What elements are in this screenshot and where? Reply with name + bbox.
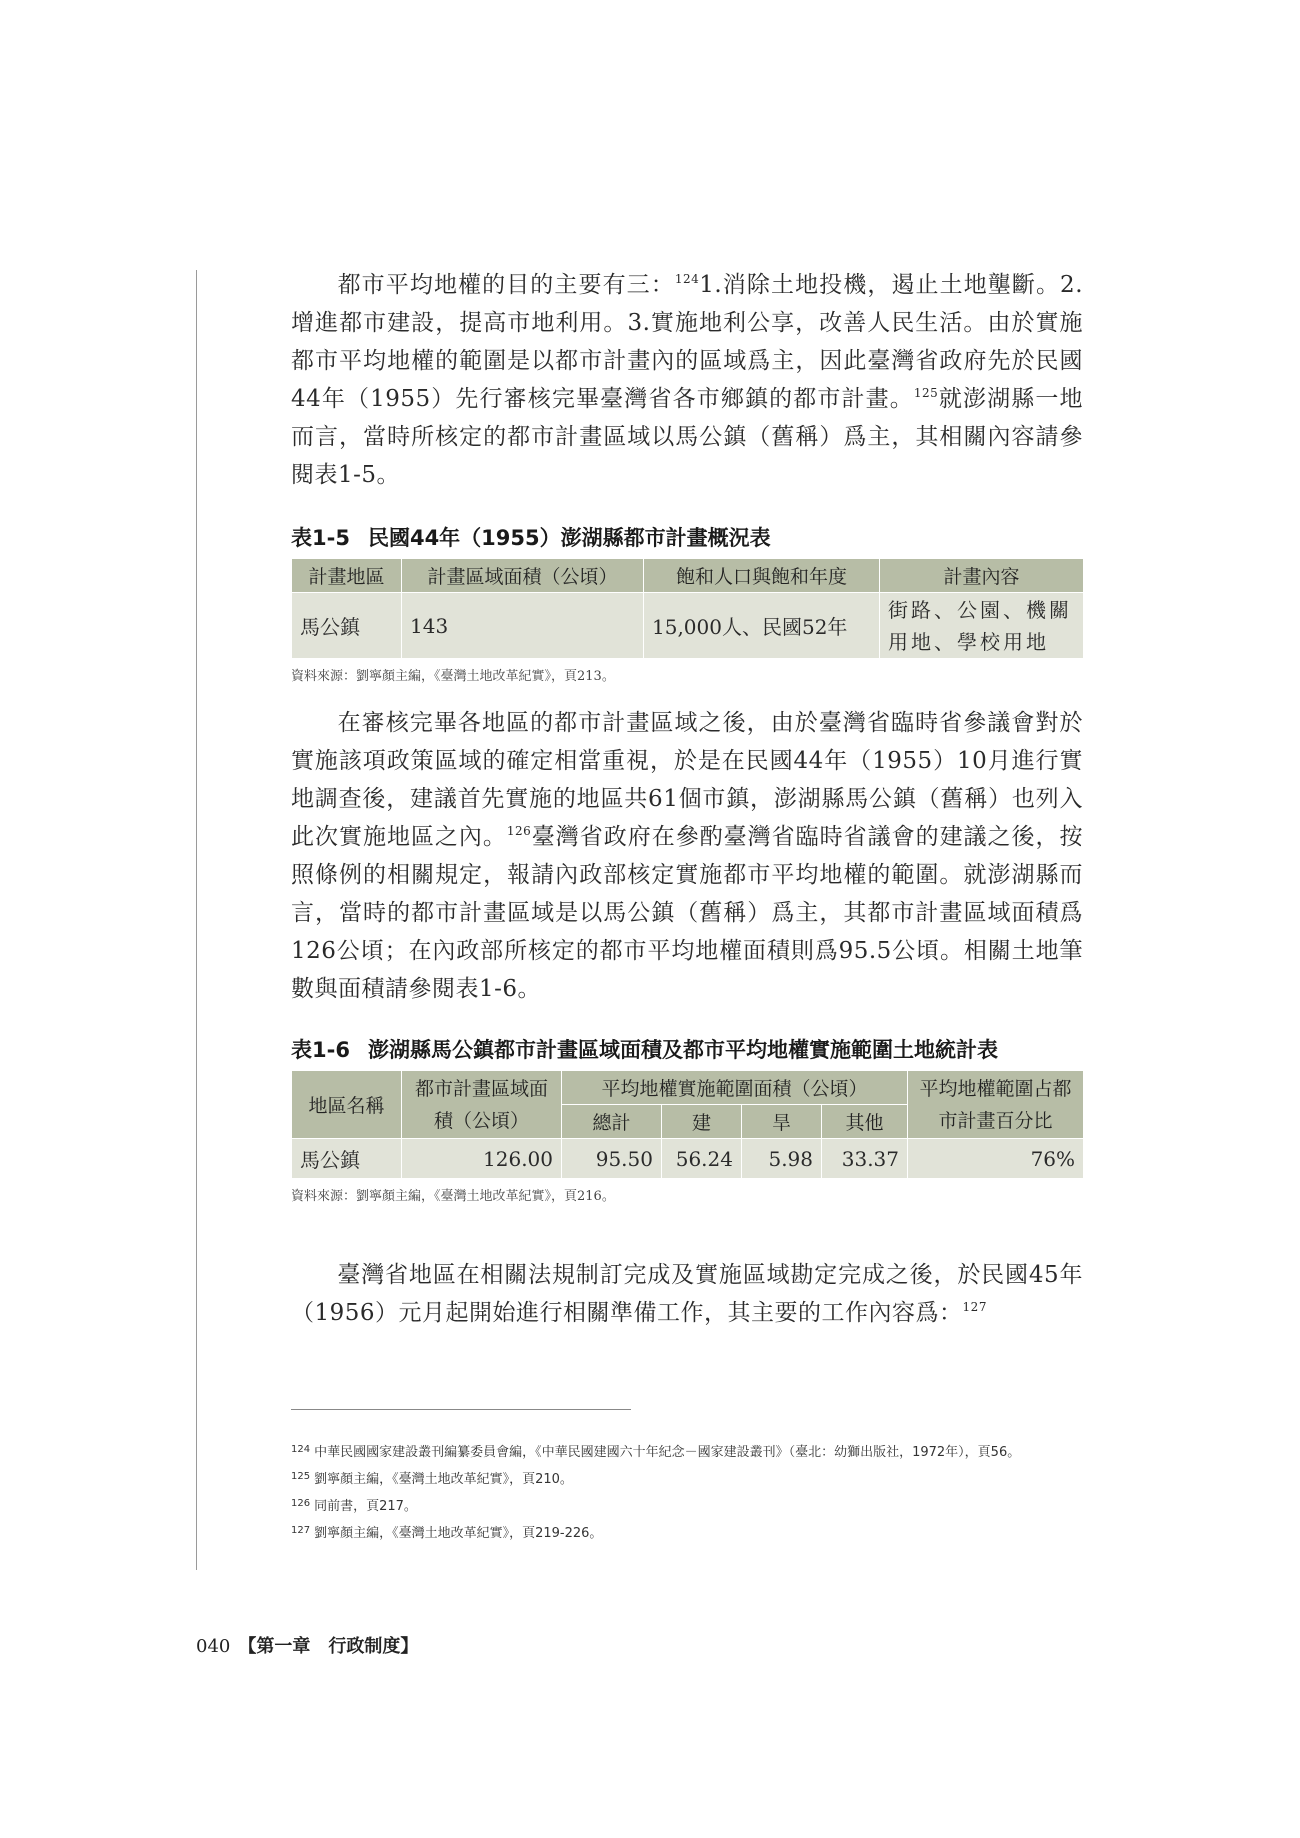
column-header-other: 其他 — [822, 1105, 908, 1139]
cell-percentage: 76% — [908, 1139, 1084, 1179]
footnote-text: 劉寧顏主編，《臺灣土地改革紀實》，頁210。 — [314, 1472, 573, 1487]
table-row — [292, 593, 1084, 659]
footnote-127 — [291, 1519, 1091, 1546]
column-header-total: 總計 — [562, 1105, 662, 1139]
footnote-126 — [291, 1492, 1091, 1519]
cell-content: 街路、公園、機關用地、學校用地 — [880, 593, 1084, 659]
paragraph-2-text-b: 臺灣省政府在參酌臺灣省臨時省議會的建議之後，按照條例的相關規定，報請內政部核定實施都市平均地權的範圍。就澎湖縣而言，當時的都市計畫區域是以馬公鎮（舊稱）爲主，其都市計畫區域面積爲126公頃；在內政部所核定的都市平均地權面積則爲95.5公頃。相關土地筆數與面積請參閱表1-6。 — [291, 824, 1084, 1002]
table-1-5-title: 民國44年（1955）澎湖縣都市計畫概況表 — [367, 526, 771, 550]
paragraph-1-block — [291, 266, 1083, 494]
footnote-ref-126[interactable]: 126 — [506, 824, 532, 838]
page-footer — [196, 1632, 418, 1658]
footnote-text: 中華民國國家建設叢刊編纂委員會編，《中華民國建國六十年紀念－國家建設叢刊》（臺北：幼獅出版社，1972年），頁56。 — [314, 1445, 1021, 1460]
footnote-number: 125 — [291, 1471, 311, 1482]
column-header-population: 飽和人口與飽和年度 — [644, 559, 880, 593]
table-1-6-number: 表1-6 — [291, 1038, 350, 1062]
footnote-text: 同前書，頁217。 — [314, 1499, 417, 1514]
table-1-6 — [291, 1070, 1084, 1179]
column-header-content: 計畫內容 — [880, 559, 1084, 593]
cell-other: 33.37 — [822, 1139, 908, 1179]
cell-plan-area: 126.00 — [402, 1139, 562, 1179]
cell-area: 143 — [402, 593, 644, 659]
paragraph-1 — [291, 266, 1083, 494]
left-margin-rule — [196, 270, 197, 1570]
column-header-dry: 旱 — [742, 1105, 822, 1139]
footnote-text: 劉寧顏主編，《臺灣土地改革紀實》，頁219-226。 — [314, 1526, 603, 1541]
paragraph-2 — [291, 704, 1083, 1008]
footnote-number: 124 — [291, 1444, 311, 1455]
footnote-divider — [291, 1409, 631, 1410]
paragraph-3 — [291, 1256, 1083, 1332]
cell-region: 馬公鎮 — [292, 593, 402, 659]
footnote-ref-124[interactable]: 124 — [674, 272, 700, 286]
cell-built: 56.24 — [662, 1139, 742, 1179]
footnote-ref-125[interactable]: 125 — [913, 386, 939, 400]
table-1-5-caption — [291, 522, 1083, 552]
cell-population: 15,000人、民國52年 — [644, 593, 880, 659]
column-header-implementation-area: 平均地權實施範圍面積（公頃） — [562, 1071, 908, 1105]
paragraph-3-block — [291, 1256, 1083, 1332]
table-header-row-1 — [292, 1071, 1084, 1105]
footnote-number: 126 — [291, 1498, 311, 1509]
paragraph-1-text-a: 都市平均地權的目的主要有三： — [337, 272, 675, 298]
table-1-5-source: 資料來源：劉寧顏主編，《臺灣土地改革紀實》，頁213。 — [291, 669, 615, 684]
table-1-5-number: 表1-5 — [291, 526, 350, 550]
page-number: 040 — [196, 1636, 231, 1657]
paragraph-1-text-c: 就澎湖縣一地而言，當時所核定的都市計畫區域以馬公鎮（舊稱）爲主，其相關內容請參閱表1-5。 — [291, 386, 1083, 488]
column-header-built: 建 — [662, 1105, 742, 1139]
column-header-area: 計畫區域面積（公頃） — [402, 559, 644, 593]
cell-total: 95.50 — [562, 1139, 662, 1179]
table-1-6-caption — [291, 1034, 1083, 1064]
table-row — [292, 1139, 1084, 1179]
chapter-title: 【第一章 行政制度】 — [238, 1636, 419, 1657]
cell-dry: 5.98 — [742, 1139, 822, 1179]
footnotes — [291, 1438, 1091, 1546]
table-1-6-source: 資料來源：劉寧顏主編，《臺灣土地改革紀實》，頁216。 — [291, 1189, 615, 1204]
paragraph-3-text-a: 臺灣省地區在相關法規制訂完成及實施區域勘定完成之後，於民國45年（1956）元月起開始進行相關準備工作，其主要的工作內容爲： — [291, 1262, 1083, 1326]
table-1-6-block — [291, 1034, 1083, 1204]
footnote-125 — [291, 1465, 1091, 1492]
paragraph-2-text-a: 在審核完畢各地區的都市計畫區域之後，由於臺灣省臨時省參議會對於實施該項政策區域的確定相當重視，於是在民國44年（1955）10月進行實地調查後，建議首先實施的地區共61個市鎮，澎湖縣馬公鎮（舊稱）也列入此次實施地區之內。 — [291, 710, 1083, 850]
footnote-ref-127[interactable]: 127 — [962, 1300, 987, 1314]
column-header-percentage: 平均地權範圍占都市計畫百分比 — [908, 1071, 1084, 1139]
footnote-number: 127 — [291, 1525, 311, 1536]
table-1-5-block — [291, 522, 1083, 684]
column-header-plan-area: 都市計畫區域面積（公頃） — [402, 1071, 562, 1139]
footnote-124 — [291, 1438, 1091, 1465]
table-header-row — [292, 559, 1084, 593]
paragraph-2-block — [291, 704, 1083, 1008]
table-1-5 — [291, 558, 1084, 659]
column-header-region: 地區名稱 — [292, 1071, 402, 1139]
column-header-region: 計畫地區 — [292, 559, 402, 593]
cell-region: 馬公鎮 — [292, 1139, 402, 1179]
paragraph-1-text-b: 1.消除土地投機，遏止土地壟斷。2.增進都市建設，提高市地利用。3.實施地利公享，改善人民生活。由於實施都市平均地權的範圍是以都市計畫內的區域爲主，因此臺灣省政府先於民國44年（1955）先行審核完畢臺灣省各市鄉鎮的都市計畫。 — [291, 272, 1084, 412]
table-1-6-title: 澎湖縣馬公鎮都市計畫區域面積及都市平均地權實施範圍土地統計表 — [367, 1038, 998, 1062]
